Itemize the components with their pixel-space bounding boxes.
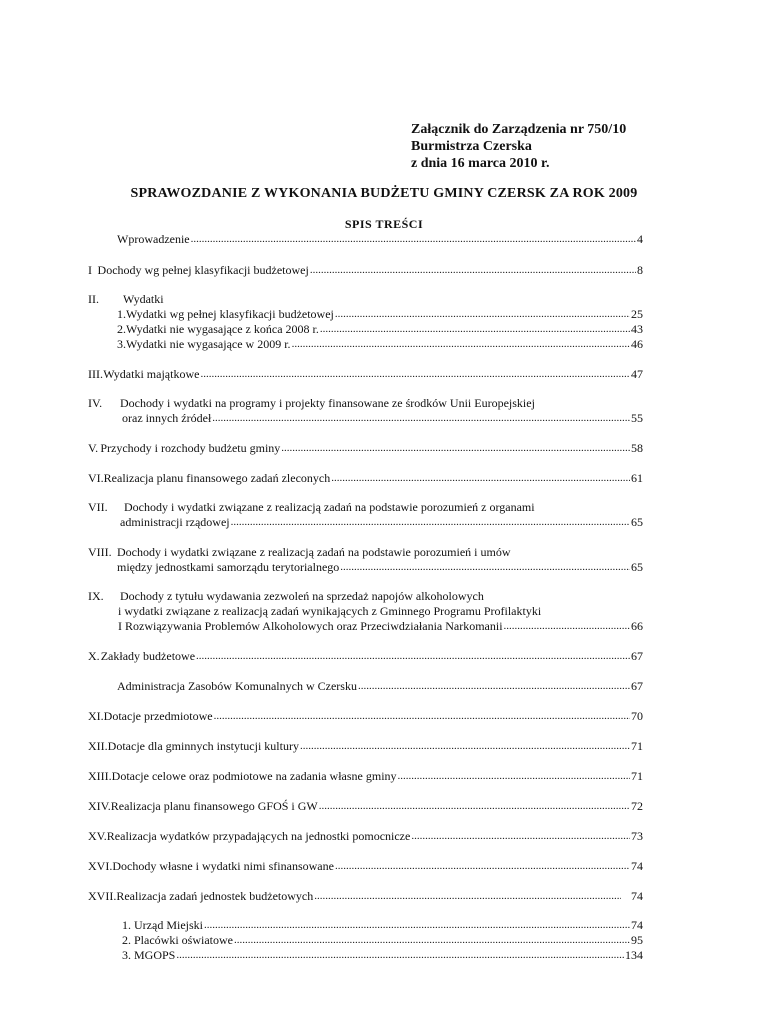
toc-entry-iv-cont	[122, 411, 643, 426]
annex-header	[411, 121, 626, 172]
toc-entry-label: Wydatki nie wygasające z końca 2008 r.	[126, 322, 319, 336]
leader-dots	[314, 889, 621, 904]
toc-entry-page: 71	[631, 739, 643, 753]
toc-entry-page: 134	[625, 948, 643, 962]
toc-entry-page: 74	[631, 889, 643, 903]
toc-entry-number: XI.	[88, 709, 104, 723]
toc-entry-label: Dochody i wydatki na programy i projekty finansowane ze środków Unii Europejskiej	[120, 396, 535, 410]
toc-entry-label: oraz innych źródeł	[122, 411, 212, 425]
leader-dots	[191, 232, 636, 247]
toc-entry-page: 65	[631, 560, 643, 574]
leader-dots	[319, 799, 630, 814]
toc-entry-vii-cont	[120, 515, 643, 530]
toc-entry-iv	[88, 396, 643, 411]
toc-entry-xvii-3	[122, 948, 643, 963]
toc-entry-ii-2	[117, 322, 643, 337]
toc-entry-page: 71	[631, 769, 643, 783]
toc-entry-page: 66	[631, 619, 643, 633]
toc-entry-label: Dochody wg pełnej klasyfikacji budżetowej	[97, 263, 309, 277]
toc-entry-xv	[88, 829, 643, 844]
toc-entry-xi	[88, 709, 643, 724]
toc-entry-number: VII.	[88, 500, 108, 514]
toc-entry-label: Zakłady budżetowe	[100, 649, 196, 663]
toc-entry-page: 74	[631, 859, 643, 873]
document-title: SPRAWOZDANIE Z WYKONANIA BUDŻETU GMINY CZERSK ZA ROK 2009	[130, 186, 638, 201]
toc-entry-page: 70	[631, 709, 643, 723]
toc-entry-page: 67	[631, 649, 643, 663]
leader-dots	[335, 307, 630, 322]
toc-entry-label: Dotacje celowe oraz podmiotowe na zadania własne gminy	[111, 769, 397, 783]
leader-dots	[504, 619, 630, 634]
leader-dots	[300, 739, 630, 754]
toc-entry-ii	[88, 292, 643, 307]
toc-entry-label: Dochody z tytułu wydawania zezwoleń na sprzedaż napojów alkoholowych	[120, 589, 484, 603]
toc-entry-number: 2.	[117, 322, 126, 336]
toc-entry-label: Dochody i wydatki związane z realizacją zadań na podstawie porozumień z organami	[124, 500, 535, 514]
toc-entry-xiv	[88, 799, 643, 814]
toc-entry-label: między jednostkami samorządu terytorialnego	[117, 560, 340, 574]
toc-entry-ix	[88, 589, 643, 604]
leader-dots	[212, 411, 630, 426]
toc-entry-number: 1.	[117, 307, 126, 321]
toc-entry-page: 72	[631, 799, 643, 813]
toc-entry-page: 58	[631, 441, 643, 455]
toc-entry-page: 47	[631, 367, 643, 381]
toc-entry-ix-cont-2	[118, 619, 643, 634]
toc-entry-label: Dotacje dla gminnych instytucji kultury	[107, 739, 299, 753]
toc-entry-page: 4	[637, 232, 643, 246]
toc-entry-page: 95	[631, 933, 643, 947]
leader-dots	[320, 322, 630, 337]
toc-entry-ix-cont	[118, 604, 643, 619]
leader-dots	[411, 829, 630, 844]
leader-dots	[231, 515, 630, 530]
leader-dots	[196, 649, 630, 664]
toc-entry-number: IV.	[88, 396, 103, 410]
toc-entry-label: Realizacja planu finansowego zadań zleconych	[103, 471, 331, 485]
toc-entry-xiii	[88, 769, 643, 784]
toc-entry-page: 8	[637, 263, 643, 277]
toc-entry-label: i wydatki związane z realizacją zadań wynikających z Gminnego Programu Profilaktyki	[118, 604, 542, 618]
toc-entry-label: I Rozwiązywania Problemów Alkoholowych oraz Przeciwdziałania Narkomanii	[118, 619, 503, 633]
leader-dots	[340, 560, 630, 575]
toc-entry-page: 74	[631, 918, 643, 932]
toc-entry-label: Dochody i wydatki związane z realizacją zadań na podstawie porozumień i umów	[117, 545, 511, 559]
toc-entry-xvii-1	[122, 918, 643, 933]
toc-entry-label: 2. Placówki oświatowe	[122, 933, 233, 947]
toc-entry-viii-cont	[117, 560, 643, 575]
toc-entry-number: I	[88, 263, 92, 277]
toc-entry-label: Wydatki	[123, 292, 164, 306]
toc-entry-label: Wydatki wg pełnej klasyfikacji budżetowej	[126, 307, 334, 321]
leader-dots	[398, 769, 630, 784]
leader-dots	[281, 441, 630, 456]
toc-entry-iii	[88, 367, 643, 382]
toc-entry-label: Przychody i rozchody budżetu gminy	[100, 441, 281, 455]
leader-dots	[335, 859, 630, 874]
toc-entry-intro	[117, 232, 643, 247]
toc-entry-label: 1. Urząd Miejski	[122, 918, 203, 932]
leader-dots	[204, 918, 630, 933]
toc-entry-x-sub	[117, 679, 643, 694]
toc-entry-i	[88, 263, 643, 278]
toc-entry-number: III.	[88, 367, 103, 381]
toc-entry-label: Realizacja planu finansowego GFOŚ i GW	[110, 799, 318, 813]
leader-dots	[358, 679, 630, 694]
toc-entry-label: Realizacja zadań jednostek budżetowych	[116, 889, 314, 903]
toc-entry-label: Wydatki majątkowe	[103, 367, 200, 381]
toc-entry-number: XV.	[88, 829, 107, 843]
toc-entry-number: II.	[88, 292, 99, 306]
toc-entry-number: XII.	[88, 739, 108, 753]
toc-entry-vii	[88, 500, 643, 515]
toc-entry-x	[88, 649, 643, 664]
toc-entry-viii	[88, 545, 643, 560]
toc-entry-xii	[88, 739, 643, 754]
toc-entry-label: administracji rządowej	[120, 515, 230, 529]
toc-entry-page: 43	[631, 322, 643, 336]
toc-entry-number: XIII.	[88, 769, 112, 783]
toc-entry-page: 55	[631, 411, 643, 425]
annex-line-3: z dnia 16 marca 2010 r.	[411, 156, 550, 171]
toc-entry-number: V.	[88, 441, 99, 455]
toc-entry-page: 25	[631, 307, 643, 321]
leader-dots	[200, 367, 630, 382]
toc-entry-number: VIII.	[88, 545, 112, 559]
toc-entry-number: VI.	[88, 471, 104, 485]
toc-entry-xvi	[88, 859, 643, 874]
toc-entry-page: 46	[631, 337, 643, 351]
leader-dots	[176, 948, 624, 963]
toc-entry-label: Wprowadzenie	[117, 232, 190, 246]
toc-entry-number: 3.	[117, 337, 126, 351]
toc-entry-number: XVII.	[88, 889, 117, 903]
leader-dots	[310, 263, 636, 278]
leader-dots	[214, 709, 630, 724]
toc-entry-number: IX.	[88, 589, 104, 603]
toc-entry-page: 67	[631, 679, 643, 693]
toc-entry-number: XIV.	[88, 799, 111, 813]
toc-entry-label: Administracja Zasobów Komunalnych w Czersku	[117, 679, 357, 693]
toc-entry-page: 73	[631, 829, 643, 843]
toc-entry-label: 3. MGOPS	[122, 948, 176, 962]
toc-entry-v	[88, 441, 643, 456]
toc-entry-label: Dochody własne i wydatki nimi sfinansowane	[112, 859, 334, 873]
toc-entry-page: 65	[631, 515, 643, 529]
toc-entry-xvii-2	[122, 933, 643, 948]
toc-entry-number: X.	[88, 649, 100, 663]
toc-entry-xvii	[88, 889, 643, 904]
annex-line-1: Załącznik do Zarządzenia nr 750/10	[411, 122, 627, 137]
toc-entry-ii-3	[117, 337, 643, 352]
toc-heading: SPIS TREŚCI	[344, 217, 424, 231]
leader-dots	[331, 471, 630, 486]
toc-entry-ii-1	[117, 307, 643, 322]
leader-dots	[234, 933, 630, 948]
toc-entry-vi	[88, 471, 643, 486]
toc-entry-label: Wydatki nie wygasające w 2009 r.	[126, 337, 291, 351]
toc-entry-label: Dotacje przedmiotowe	[103, 709, 213, 723]
toc-entry-number: XVI.	[88, 859, 113, 873]
leader-dots	[292, 337, 630, 352]
toc-entry-page: 61	[631, 471, 643, 485]
toc-entry-label: Realizacja wydatków przypadających na jednostki pomocnicze	[106, 829, 411, 843]
annex-line-2: Burmistrza Czerska	[411, 139, 532, 154]
